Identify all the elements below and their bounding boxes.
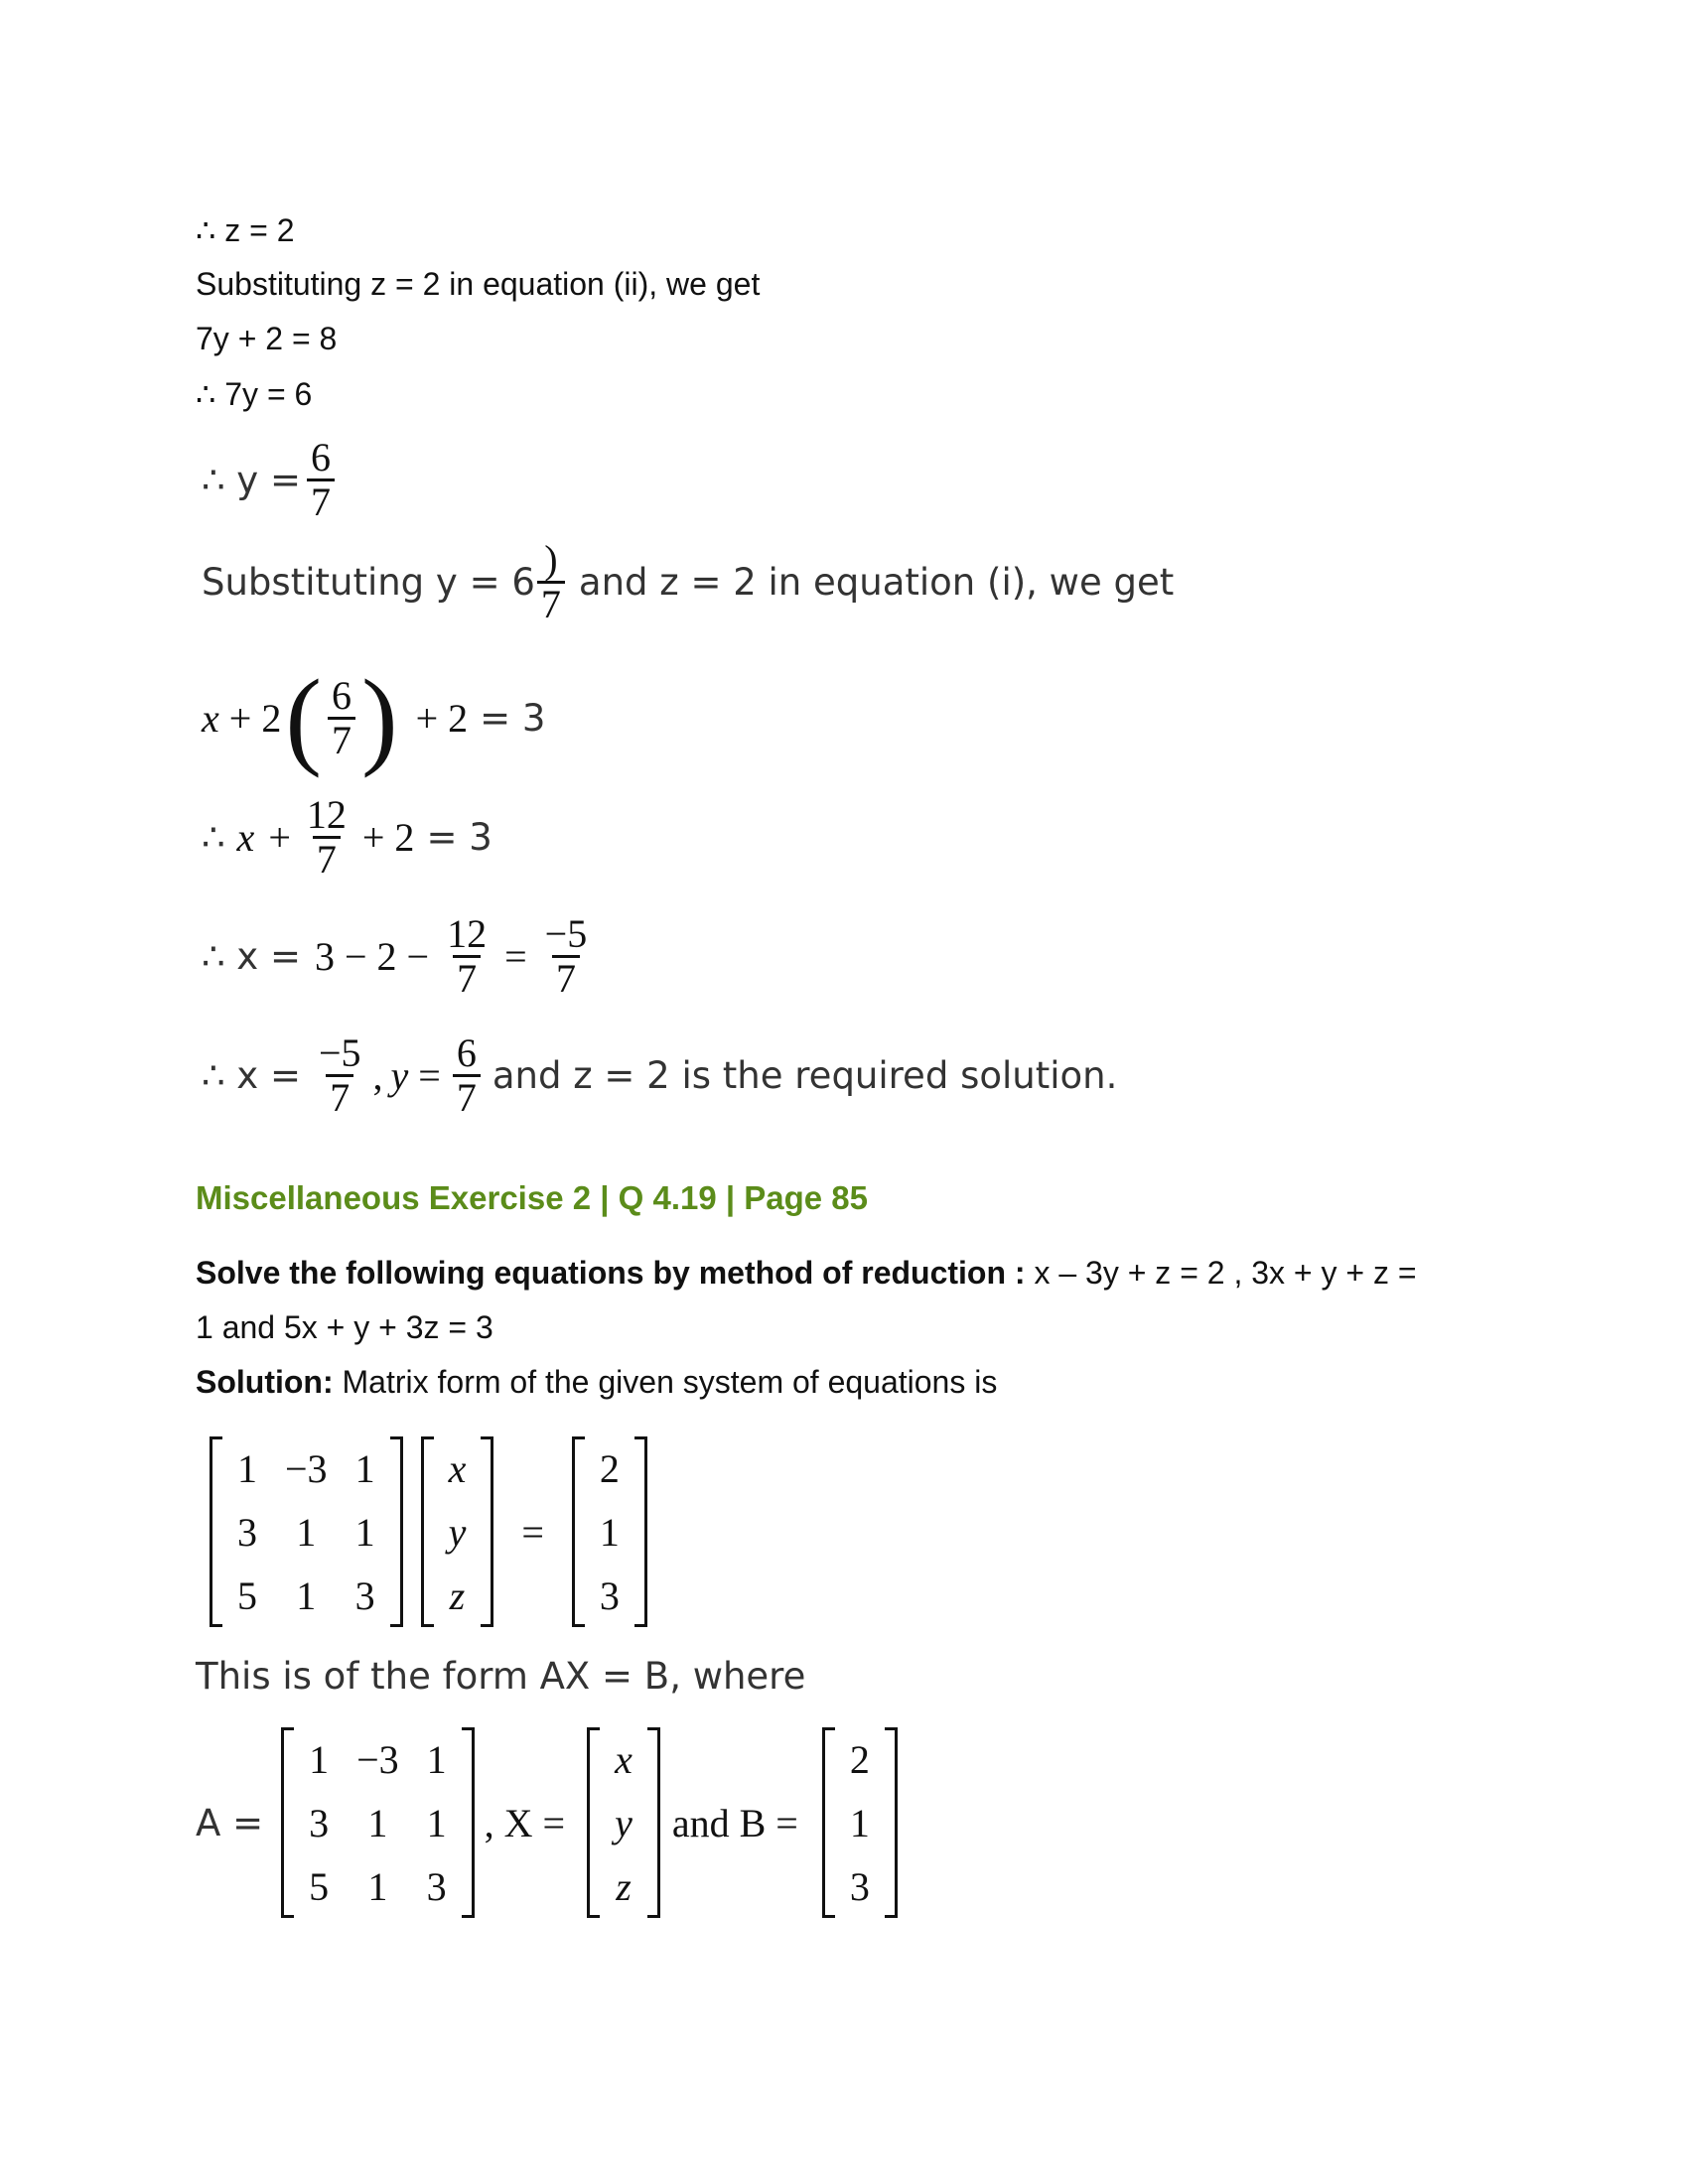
matrix-cell: 5: [309, 1863, 330, 1909]
var-x: x: [236, 815, 255, 860]
vector-cell: 3: [599, 1572, 620, 1618]
rhs: = 3: [480, 696, 546, 740]
matrix-cell: 3: [354, 1572, 375, 1618]
vector-cell: z: [616, 1863, 632, 1909]
vector-x: [421, 1436, 494, 1627]
vector-b: [572, 1436, 647, 1627]
matrix-cell: 5: [237, 1572, 257, 1618]
left-paren: (: [285, 657, 322, 778]
fraction-neg5-7: [315, 1032, 365, 1119]
exercise-heading: Miscellaneous Exercise 2 | Q 4.19 | Page 85: [196, 1179, 869, 1216]
solution-line: [196, 1364, 997, 1401]
subst-text-before: Substituting y = 6: [202, 561, 535, 604]
numerator: 12: [306, 792, 347, 837]
line-7y-equals-6: ∴ 7y = 6: [196, 376, 313, 412]
matrix-a: [281, 1727, 475, 1918]
matrix-equation: [206, 1436, 651, 1627]
equals: =: [521, 1509, 544, 1555]
a-label: A =: [196, 1801, 264, 1844]
fraction-12-7: [303, 794, 351, 881]
numerator: 12: [447, 911, 488, 956]
denominator: 7: [307, 478, 335, 523]
vector-x: [587, 1727, 660, 1918]
denominator: 7: [453, 955, 481, 1000]
x-lhs: ∴ x =: [202, 1054, 301, 1097]
question-line-2: 1 and 5x + y + 3z = 3: [196, 1309, 493, 1345]
solution-label: Solution:: [196, 1364, 334, 1400]
numerator: −5: [318, 1030, 361, 1075]
matrix-cell: −3: [285, 1445, 328, 1491]
question-bold: Solve the following equations by method of reduction :: [196, 1255, 1026, 1291]
matrix-cell: 1: [426, 1736, 447, 1782]
vector-b: [822, 1727, 898, 1918]
and-b-label: and B =: [671, 1800, 798, 1845]
matrix-cell: 1: [296, 1509, 317, 1555]
equation-x-step1: [202, 657, 546, 778]
vector-cell: x: [448, 1445, 467, 1491]
matrix-definitions: [196, 1727, 902, 1918]
y-lhs: ∴ y =: [202, 459, 301, 501]
equation-x-step2: [202, 794, 492, 881]
solution-tail: and z = 2 is the required solution.: [492, 1054, 1118, 1097]
therefore: ∴: [202, 816, 225, 859]
plus-two-tail: + 2: [361, 815, 415, 860]
fraction-6-7: [307, 437, 335, 523]
fraction-paren-7: [537, 539, 565, 625]
vector-cell: x: [615, 1736, 633, 1782]
matrix-cell: 1: [367, 1800, 388, 1845]
fraction-neg5-7: [541, 913, 592, 1000]
numerator: 6: [331, 672, 352, 718]
vector-cell: 2: [599, 1445, 620, 1491]
equals: =: [504, 934, 527, 979]
var-y: y: [390, 1053, 409, 1098]
numerator: 6: [456, 1030, 477, 1075]
denominator: 7: [328, 717, 355, 761]
matrix-cell: 1: [237, 1445, 257, 1491]
numerator: −5: [544, 911, 588, 956]
vector-cell: 2: [849, 1736, 870, 1782]
solution-text: Matrix form of the given system of equations is: [333, 1364, 998, 1400]
matrix-cell: 3: [237, 1509, 257, 1555]
matrix-cell: 3: [309, 1800, 330, 1845]
x-label: , X =: [484, 1800, 566, 1845]
denominator: 7: [537, 581, 565, 625]
denominator: 7: [313, 836, 341, 881]
vector-cell: 1: [849, 1800, 870, 1845]
matrix-cell: −3: [356, 1736, 399, 1782]
matrix-cell: 1: [426, 1800, 447, 1845]
equation-final-solution: [202, 1032, 1117, 1119]
vector-cell: y: [615, 1800, 633, 1845]
line-substituting-y: [202, 539, 1174, 625]
matrix-cell: 1: [354, 1509, 375, 1555]
matrix-cell: 1: [296, 1572, 317, 1618]
numerator: ): [544, 537, 558, 582]
x-lhs: ∴ x =: [202, 935, 301, 978]
numerator: 6: [310, 435, 331, 479]
line-substituting-z: Substituting z = 2 in equation (ii), we get: [196, 266, 761, 302]
var-x: x: [202, 695, 219, 741]
line-z-equals-2: ∴ z = 2: [196, 212, 295, 248]
right-paren: ): [360, 657, 398, 778]
denominator: 7: [326, 1074, 353, 1119]
vector-cell: y: [448, 1509, 467, 1555]
matrix-cell: 1: [354, 1445, 375, 1491]
question-rest: x – 3y + z = 2 , 3x + y + z =: [1025, 1255, 1417, 1291]
plus: +: [268, 815, 291, 860]
plus-two-tail: + 2: [415, 695, 469, 741]
matrix-cell: 1: [309, 1736, 330, 1782]
question-line-1: [196, 1255, 1417, 1292]
denominator: 7: [453, 1074, 481, 1119]
equals: =: [418, 1053, 441, 1098]
matrix-cell: 1: [367, 1863, 388, 1909]
vector-cell: 1: [599, 1509, 620, 1555]
fraction-12-7: [443, 913, 491, 1000]
equation-y: [202, 437, 341, 523]
fraction-6-7: [328, 672, 355, 762]
vector-cell: z: [449, 1572, 466, 1618]
fraction-6-7: [453, 1032, 481, 1119]
expression: 3 − 2 −: [314, 934, 430, 979]
form-statement: This is of the form AX = B, where: [196, 1655, 806, 1698]
plus-two: + 2: [228, 695, 282, 741]
matrix-a: [210, 1436, 403, 1627]
equation-x-step3: [202, 913, 605, 1000]
comma: ,: [372, 1053, 383, 1098]
rhs: = 3: [426, 816, 492, 859]
line-7y-plus-2: 7y + 2 = 8: [196, 321, 338, 356]
vector-cell: 3: [849, 1863, 870, 1909]
subst-text-after: and z = 2 in equation (i), we get: [578, 561, 1175, 604]
denominator: 7: [552, 955, 580, 1000]
matrix-cell: 3: [426, 1863, 447, 1909]
